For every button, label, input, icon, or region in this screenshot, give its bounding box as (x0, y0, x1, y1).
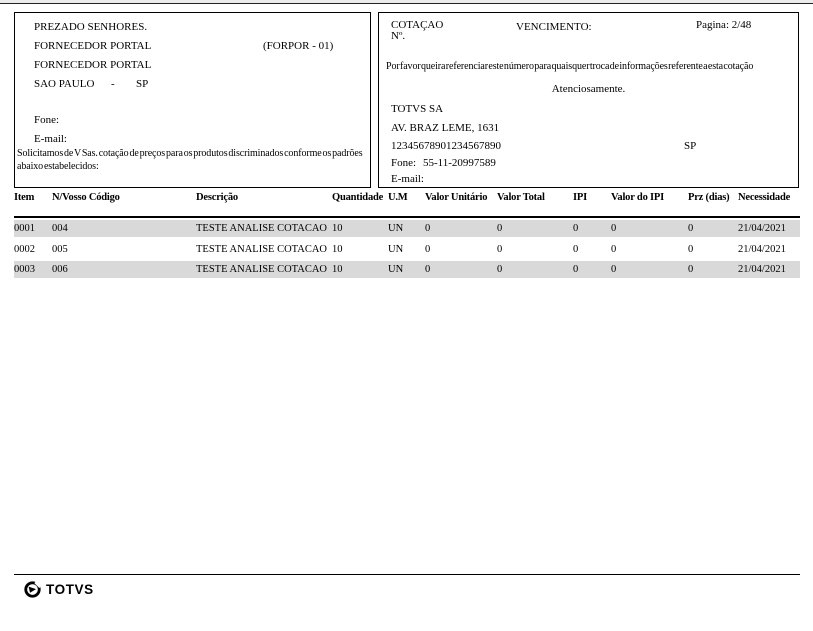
header-descricao: Descrição (196, 192, 238, 203)
cell-valor-do-ipi: 0 (611, 244, 617, 255)
quote-number-label: Nº. (391, 30, 406, 42)
supplier-state: SP (136, 78, 149, 90)
cell-descricao: TESTE ANALISE COTACAO (196, 264, 327, 275)
cell-valor-total: 0 (497, 223, 503, 234)
cell-necessidade: 21/04/2021 (738, 264, 786, 275)
supplier-name-2: FORNECEDOR PORTAL (34, 59, 152, 71)
supplier-phone-label: Fone: (34, 114, 60, 126)
table-header-rule (14, 216, 800, 218)
company-name: TOTVS SA (391, 103, 444, 115)
cell-quantidade: 10 (332, 244, 343, 255)
totvs-logo (24, 581, 94, 598)
table-row (14, 241, 800, 258)
request-text: Solicitamos de V Sas. cotação de preços para os produtos discriminados conforme os padrões abaixo estabelecidos: (17, 148, 363, 172)
cell-valor-total: 0 (497, 264, 503, 275)
cell-prz-dias: 0 (688, 264, 694, 275)
cell-descricao: TESTE ANALISE COTACAO (196, 244, 327, 255)
cell-quantidade: 10 (332, 223, 343, 234)
table-row (14, 261, 800, 278)
closing-text: Atenciosamente. (551, 83, 626, 95)
company-phone-label: Fone: (391, 157, 417, 169)
cell-valor-unitario: 0 (425, 264, 431, 275)
cell-um: UN (388, 244, 404, 255)
reference-note: Por favor queira referenciar este número para quaisquer troca de informações referente a esta cotação (386, 61, 754, 72)
cell-um: UN (388, 223, 404, 234)
cell-valor-do-ipi: 0 (611, 264, 617, 275)
cell-item: 0002 (14, 244, 35, 255)
cell-item: 0003 (14, 264, 35, 275)
cell-um: UN (388, 264, 404, 275)
company-email-label: E-mail: (391, 173, 424, 185)
header-prz-dias: Prz (dias) (688, 192, 730, 203)
header-valor-unitario: Valor Unitário (425, 192, 488, 203)
supplier-box (14, 12, 371, 188)
header-valor-total: Valor Total (497, 192, 545, 203)
cell-valor-total: 0 (497, 244, 503, 255)
cell-valor-unitario: 0 (425, 223, 431, 234)
supplier-city: SAO PAULO (34, 78, 95, 90)
top-divider (0, 0, 813, 4)
page-label: Pagina: (696, 19, 729, 31)
table-row (14, 220, 800, 237)
due-date-label: VENCIMENTO: (516, 21, 592, 33)
footer-divider (14, 574, 800, 575)
header-necessidade: Necessidade (738, 192, 791, 203)
supplier-name: FORNECEDOR PORTAL (34, 40, 152, 52)
page-value: 2/48 (731, 19, 752, 31)
cell-prz-dias: 0 (688, 223, 694, 234)
cell-codigo: 006 (52, 264, 68, 275)
cell-quantidade: 10 (332, 264, 343, 275)
company-number: 12345678901234567890 (391, 140, 501, 152)
quotation-box (378, 12, 799, 188)
quote-label: COTAÇAO (391, 19, 444, 31)
items-table-header (14, 192, 800, 203)
company-phone-value: 55-11-20997589 (423, 157, 496, 169)
header-codigo: N/Vosso Código (52, 192, 120, 203)
header-item: Item (14, 192, 35, 203)
cell-descricao: TESTE ANALISE COTACAO (196, 223, 327, 234)
cell-ipi: 0 (573, 223, 579, 234)
totvs-logo-icon (24, 581, 41, 598)
company-address: AV. BRAZ LEME, 1631 (391, 122, 500, 134)
cell-valor-unitario: 0 (425, 244, 431, 255)
cell-ipi: 0 (573, 244, 579, 255)
cell-valor-do-ipi: 0 (611, 223, 617, 234)
city-state-separator: - (111, 78, 115, 90)
supplier-code: (FORPOR - 01) (263, 40, 334, 52)
header-ipi: IPI (573, 192, 587, 203)
cell-codigo: 005 (52, 244, 68, 255)
cell-item: 0001 (14, 223, 35, 234)
cell-prz-dias: 0 (688, 244, 694, 255)
cell-necessidade: 21/04/2021 (738, 223, 786, 234)
cell-codigo: 004 (52, 223, 68, 234)
company-state: SP (684, 140, 697, 152)
header-quantidade: Quantidade (332, 192, 384, 203)
page-indicator (696, 19, 751, 31)
cell-ipi: 0 (573, 264, 579, 275)
totvs-logo-text: TOTVS (46, 582, 94, 597)
header-um: U.M (388, 192, 408, 203)
cell-necessidade: 21/04/2021 (738, 244, 786, 255)
greeting-text: PREZADO SENHORES. (34, 21, 148, 33)
header-valor-do-ipi: Valor do IPI (611, 192, 665, 203)
supplier-email-label: E-mail: (34, 133, 67, 145)
